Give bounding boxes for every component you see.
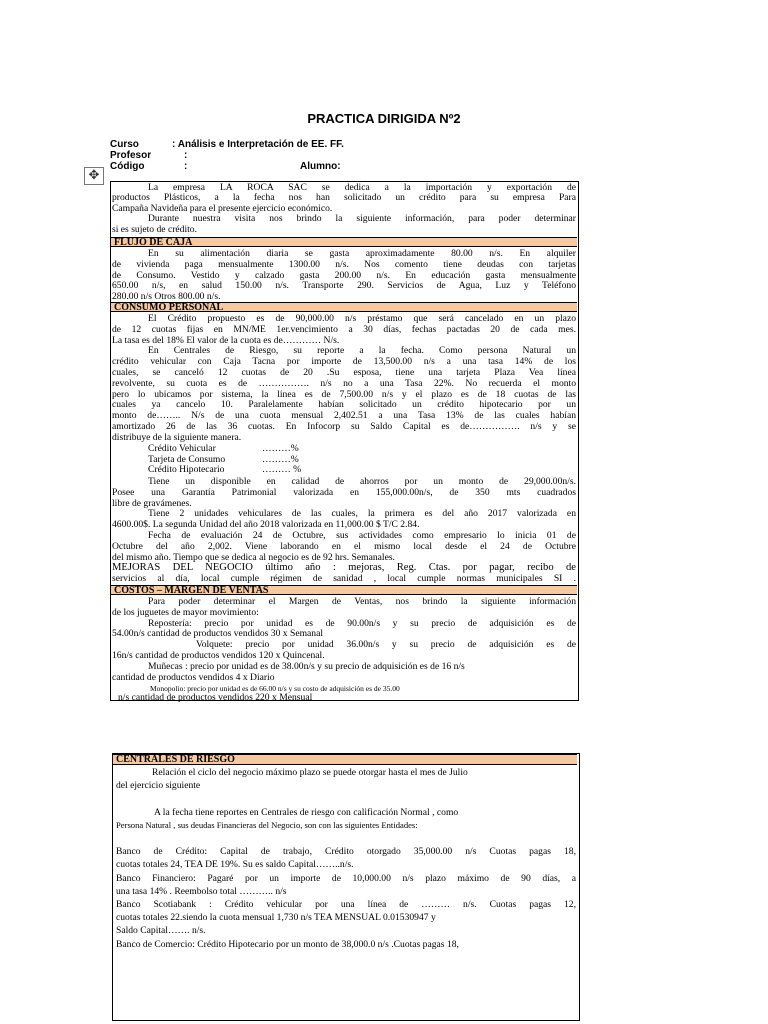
costos-note-line: Monopolio: precio por unidad es de 66.00 n/s y su costo de adquisición es de 35.00: [150, 684, 400, 693]
consumo-line: El Crédito propuesto es de 90,000.00 n/s préstamo que será cancelado en un plazo: [148, 314, 576, 324]
centrales-line: Banco de Crédito: Capital de trabajo, Crédito otorgado 35,000.00 n/s Cuotas pagas 18,: [116, 846, 576, 858]
consumo-line: Octubre del año 2,002. Viene laborando en el mismo local desde el 24 de Octubre: [112, 541, 576, 552]
costos-line: Repostería: precio por unidad es de 90.00n/s y su precio de adquisición es de: [148, 618, 576, 629]
consumo-line: MEJORAS DEL NEGOCIO último año : mejoras, Reg. Ctas. por pagar, recibo de: [112, 563, 576, 574]
consumo-line: Fecha de evaluación 24 de Octubre, sus actividades como empresario lo inicia 01 de: [148, 531, 576, 541]
intro-line: Campaña Navideña para el presente ejercicio económico.: [112, 204, 333, 214]
consumo-line: amortizado 26 de las 36 cuotas. En Infocorp su Saldo Capital es de……………. n/s y se: [112, 422, 576, 432]
distribution-label: Tarjeta de Consumo: [148, 454, 226, 465]
intro-line: productos Plásticos, a la fecha nos han solicitado un crédito para su empresa Para: [112, 193, 576, 203]
costos-line: Muñecas : precio por unidad es de 38.00n/s y su precio de adquisición es de 16 n/s: [148, 661, 465, 672]
curso-value: : Análisis e Interpretación de EE. FF.: [172, 139, 344, 150]
distribution-value: ………%: [262, 454, 299, 465]
centrales-line: cuotas totales 22.siendo la cuota mensual 1,730 n/s TEA MENSUAL 0.01530947 y: [116, 912, 436, 924]
consumo-heading: CONSUMO PERSONAL: [111, 302, 577, 312]
consumo-line: del mismo año. Tiempo que se dedica al negocio es de 92 hrs. Semanales.: [112, 552, 395, 563]
centrales-line: A la fecha tiene reportes en Centrales de riesgo con calificación Normal , como: [154, 806, 459, 818]
costos-line: Para poder determinar el Margen de Ventas, nos brindo la siguiente información: [148, 597, 576, 607]
flujo-line: 280.00 n/s Otros 800.00 n/s.: [112, 292, 221, 303]
costos-line: 54.00n/s cantidad de productos vendidos 30 x Semanal: [112, 629, 324, 640]
curso-label: Curso: [110, 139, 139, 150]
consumo-line: revolvente, su cuota es de ……………. n/s no a una Tasa 22%. No recuerda el monto: [112, 378, 576, 389]
costos-line: de los juguetes de mayor movimiento:: [112, 607, 259, 618]
centrales-line: cuotas totales 24, TEA DE 19%. Su es saldo Capital……..n/s.: [116, 859, 354, 871]
distribution-value: ………%: [262, 444, 299, 454]
consumo-line: monto de…….. N/s de una cuota mensual 2,402.51 a una Tasa 13% de las cuales habían: [112, 411, 576, 422]
intro-line: Durante nuestra visita nos brindo la siguiente información, para poder determinar: [148, 214, 576, 224]
centrales-line: Banco de Comercio: Crédito Hipotecario por un monto de 38,000.0 n/s .Cuotas pagas 18,: [116, 938, 459, 950]
consumo-line: Tiene un disponible en calidad de ahorros por un monto de 29,000.00n/s.: [148, 477, 576, 487]
table-move-handle-icon[interactable]: ✥: [84, 167, 104, 185]
page-title: PRACTICA DIRIGIDA Nº2: [307, 111, 461, 126]
consumo-line: La tasa es del 18% El valor de la cuota es de………… N/s.: [112, 335, 340, 346]
centrales-line: Persona Natural , sus deudas Financieras del Negocio, son con las siguientes Entidades:: [116, 819, 418, 830]
alumno-label: Alumno:: [300, 161, 341, 172]
consumo-line: 4600.00$. La segunda Unidad del año 2018 valorizada en 11,000.00 $ T/C 2.84.: [112, 520, 420, 531]
costos-line: n/s cantidad de productos vendidos 220 x Mensual: [118, 693, 313, 703]
centrales-line: del ejercicio siguiente: [116, 780, 201, 792]
consumo-line: Tiene 2 unidades vehiculares de las cuales, la primera es del año 2017 valorizada en: [148, 509, 576, 520]
codigo-value: :: [184, 161, 188, 172]
consumo-line: Posee una Garantía Patrimonial valorizada en 155,000.00n/s, de 350 mts cuadrados: [112, 487, 576, 498]
profesor-label: Profesor: [110, 150, 152, 161]
centrales-line: Saldo Capital……. n/s.: [116, 925, 206, 937]
distribution-label: Crédito Hipotecario: [148, 465, 225, 475]
centrales-line: Relación el ciclo del negocio máximo plazo se puede otorgar hasta el mes de Julio: [152, 767, 468, 778]
intro-line: La empresa LA ROCA SAC se dedica a la importación y exportación de: [148, 183, 576, 193]
consumo-line: libre de gravámenes.: [112, 498, 192, 509]
centrales-line: Banco Scotiabank : Crédito vehicular por una línea de ……… n/s. Cuotas pagas 12,: [116, 899, 576, 910]
costos-heading: COSTOS – MARGEN DE VENTAS: [111, 585, 577, 595]
centrales-line: una tasa 14% . Reembolso total ……….. n/s: [116, 885, 287, 897]
codigo-label: Código: [110, 161, 145, 172]
flujo-line: 650.00 n/s, en salud 150.00 n/s. Transporte 290. Servicios de Agua, Luz y Teléfono: [112, 281, 576, 292]
consumo-line: distribuye de la siguiente manera.: [112, 432, 242, 443]
consumo-line: de 12 cuotas fijas en MN/ME 1er.vencimiento a 30 días, fechas pactadas 20 de cada mes.: [112, 324, 576, 335]
consumo-line: crédito vehicular con Caja Tacna por importe de 13,500.00 n/s a una tasa 14% de los: [112, 357, 576, 368]
intro-line: si es sujeto de crédito.: [112, 225, 197, 235]
flujo-line: de Consumo. Vestido y calzado gasta 200.00 n/s. En educación gasta mensualmente: [112, 270, 576, 281]
centrales-line: Banco Financiero: Pagaré por un importe de 10,000.00 n/s plazo máximo de 90 días, a: [116, 872, 576, 884]
consumo-line: cuales ya cancelo 10. Paralelamente habían solicitado un crédito hipotecario por un: [112, 400, 576, 411]
profesor-value: :: [184, 150, 188, 161]
consumo-line: servicios al día, local cumple régimen de sanidad , local cumple normas municipales SI .: [112, 574, 576, 585]
flujo-line: de vivienda paga mensualmente 1300.00 n/s. Nos comento tiene deudas con tarjetas: [112, 259, 576, 270]
consumo-line: cuales, se canceló 12 cuotas de 20 .Su esposa, tiene una tarjeta Plaza Vea línea: [112, 368, 576, 378]
consumo-line: pero lo ubicamos por sistema, la línea es de 7,500.00 n/s y el plazo es de 18 cuotas de las: [112, 389, 576, 400]
consumo-line: En Centrales de Riesgo, su reporte a la fecha. Como persona Natural un: [148, 346, 576, 357]
costos-line: cantidad de productos vendidos 4 x Diario: [112, 672, 275, 683]
centrales-heading: CENTRALES DE RIESGO: [113, 754, 577, 765]
distribution-value: ……… %: [262, 465, 302, 475]
flujo-heading: FLUJO DE CAJA: [111, 237, 577, 247]
costos-line: Volquete: precio por unidad 36.00n/s y su precio de adquisición es de: [196, 640, 576, 651]
distribution-label: Crédito Vehicular: [148, 444, 216, 454]
costos-line: 16n/s cantidad de productos vendidos 120 x Quincenal.: [112, 651, 325, 661]
flujo-line: En su alimentación diaria se gasta aproximadamente 80.00 n/s. En alquiler: [148, 249, 576, 259]
